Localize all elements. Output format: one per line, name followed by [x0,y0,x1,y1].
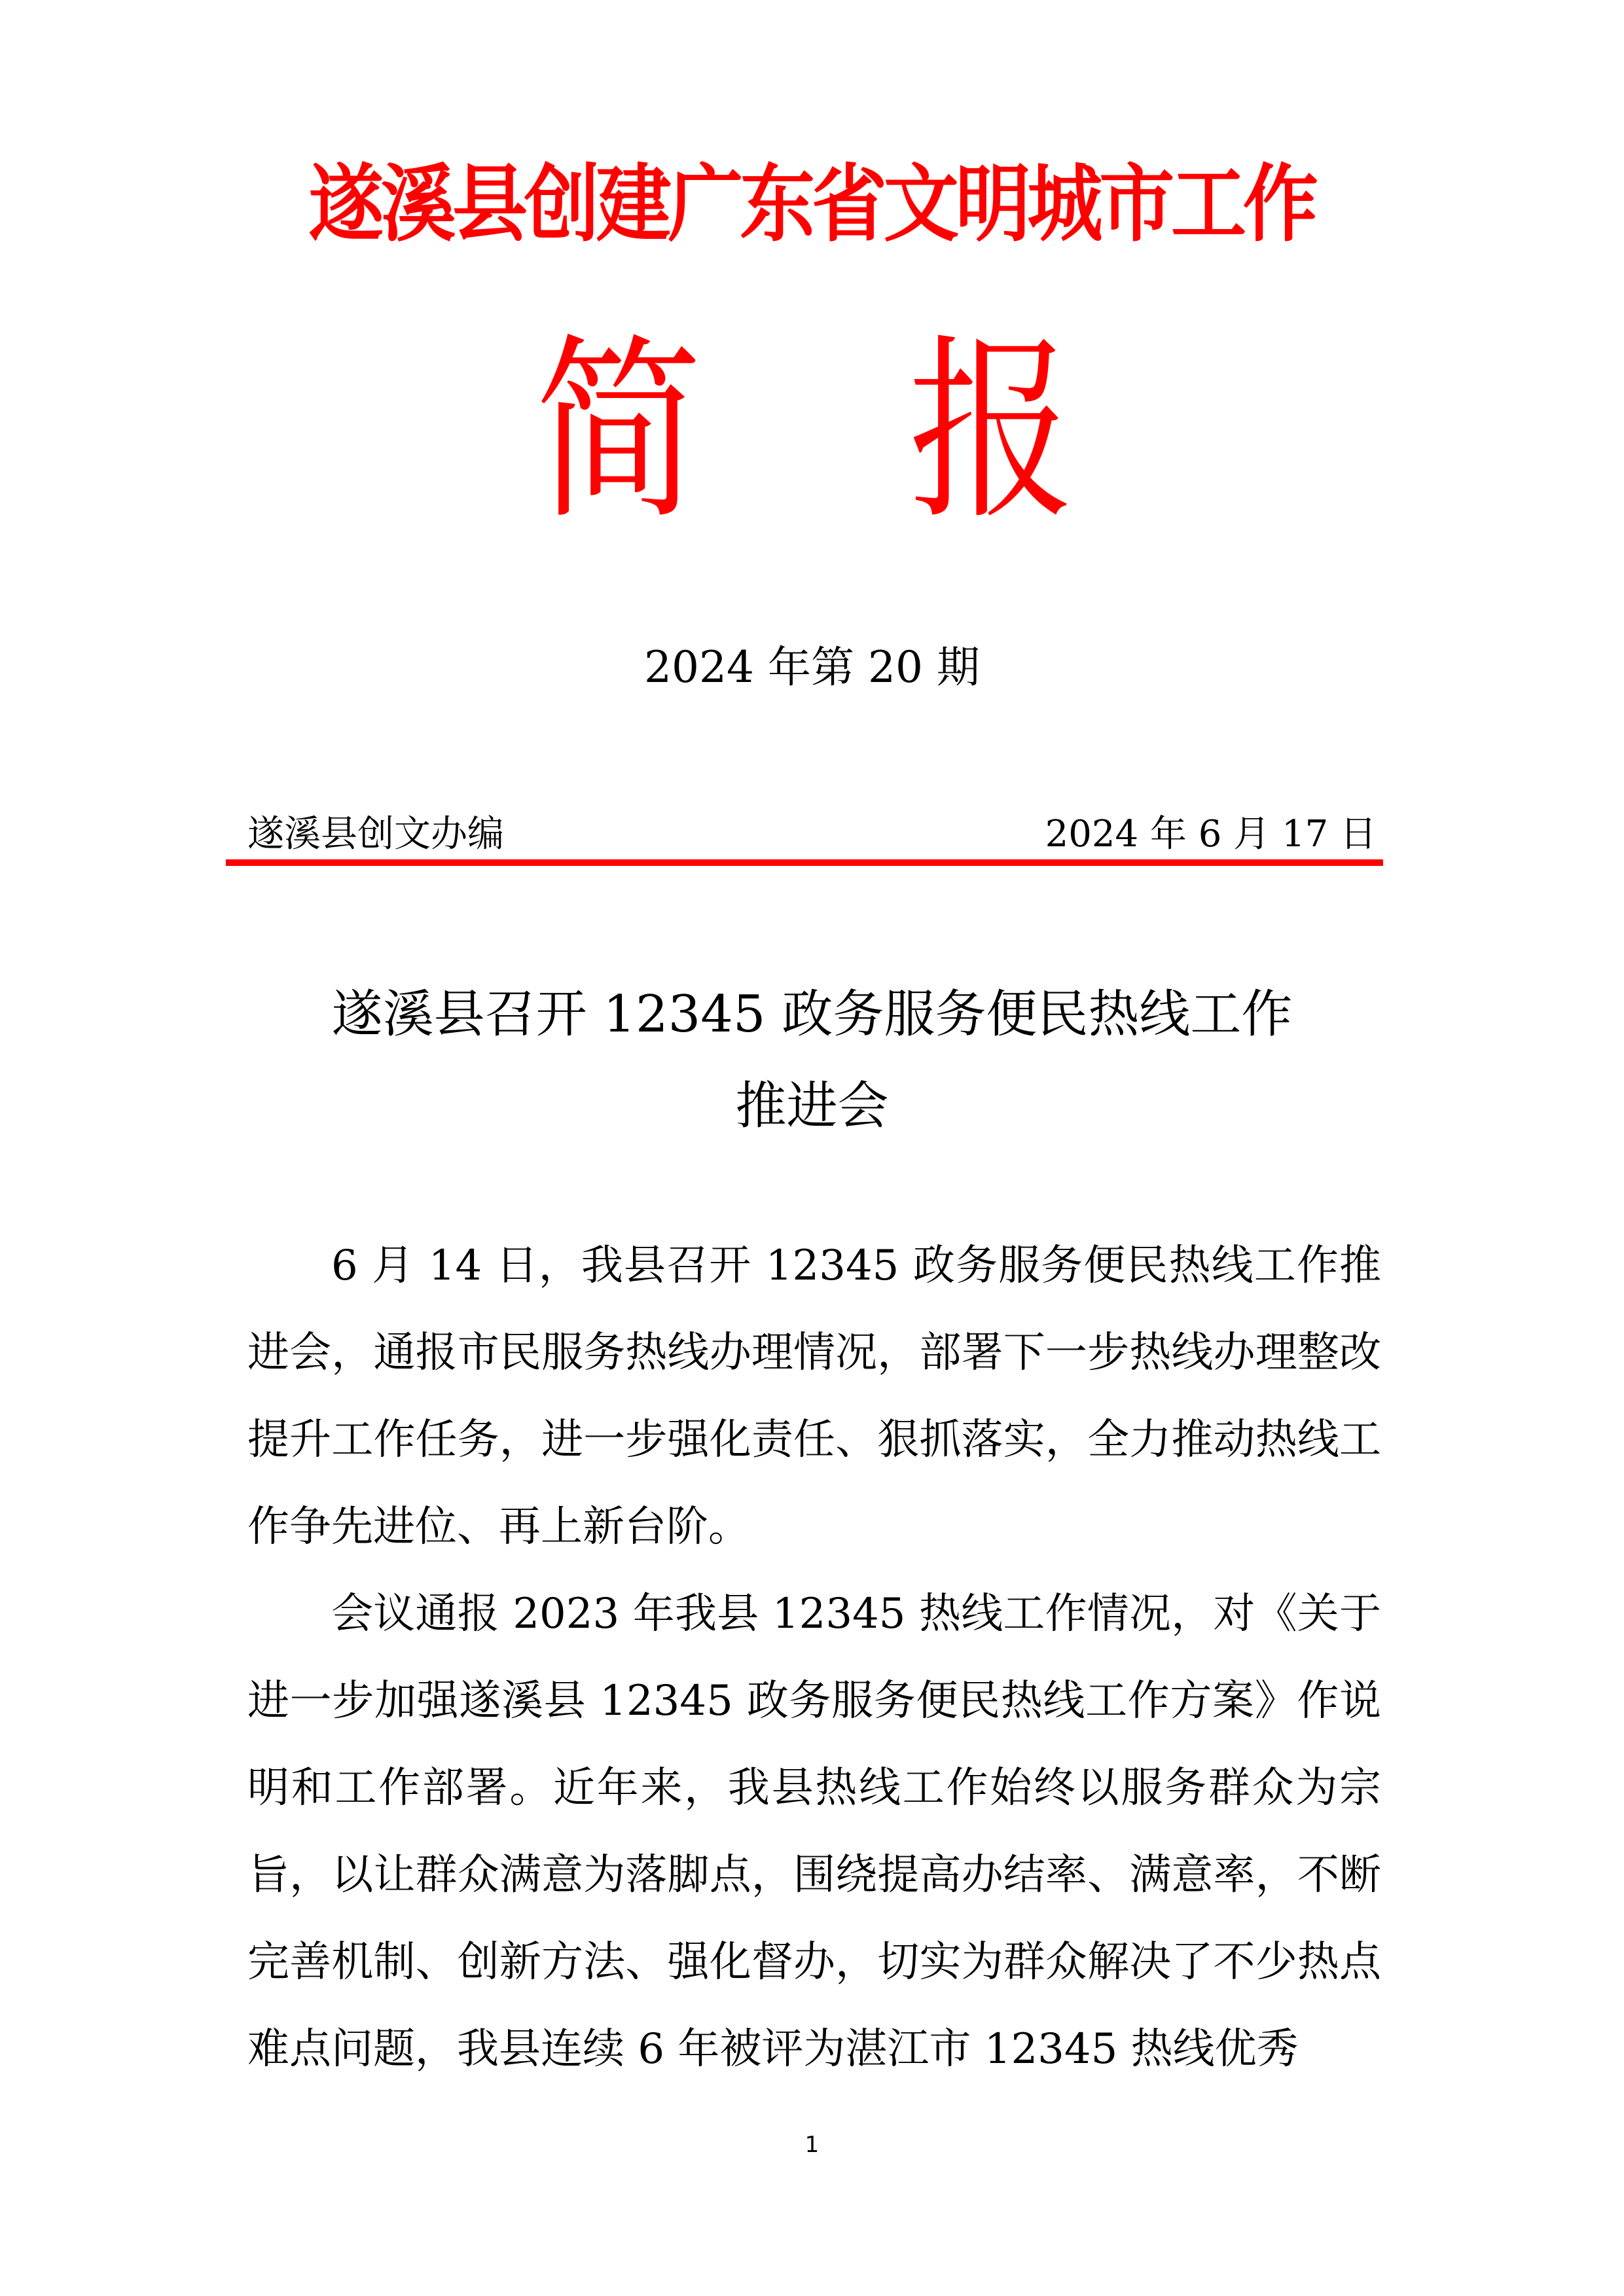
article-title [196,969,1428,1152]
article-title-line-1: 遂溪县召开 12345 政务服务便民热线工作 [331,985,1293,1044]
editor-date-row [247,808,1377,861]
article-title-line-2: 推进会 [735,1077,889,1136]
issue-number: 2024 年第 20 期 [644,642,980,692]
paragraph: 会议通报 2023 年我县 12345 热线工作情况，对《关于进一步加强遂溪县 12345 政务服务便民热线工作方案》作说明和工作部署。近年来，我县热线工作始终以服务群众为宗旨，以让群众满意为落脚点，围绕提高办结率、满意率，不断完善机制、创新方法、强化督办，切实为群众解决了不少热点难点问题，我县连续 6 年被评为湛江市 12345 热线优秀 [247,1590,1381,2073]
bulletin-heading-char-2: 报 [908,317,1075,546]
red-divider [226,859,1383,866]
publish-date: 2024 年 6 月 17 日 [1045,813,1377,855]
page-number: 1 [804,2132,820,2158]
article-body [247,1223,1381,2093]
masthead-title-text: 遂溪县创建广东省文明城市工作 [308,156,1316,253]
paragraph: 6 月 14 日，我县召开 12345 政务服务便民热线工作推进会，通报市民服务热线办理情况，部署下一步热线办理整改提升工作任务，进一步强化责任、狠抓落实，全力推动热线工作争先进位、再上新台阶。 [247,1242,1381,1551]
bulletin-heading [0,308,1624,556]
editor-label: 遂溪县创文办编 [247,813,504,855]
masthead-title [0,149,1624,260]
bulletin-heading-char-1: 简 [535,317,702,546]
